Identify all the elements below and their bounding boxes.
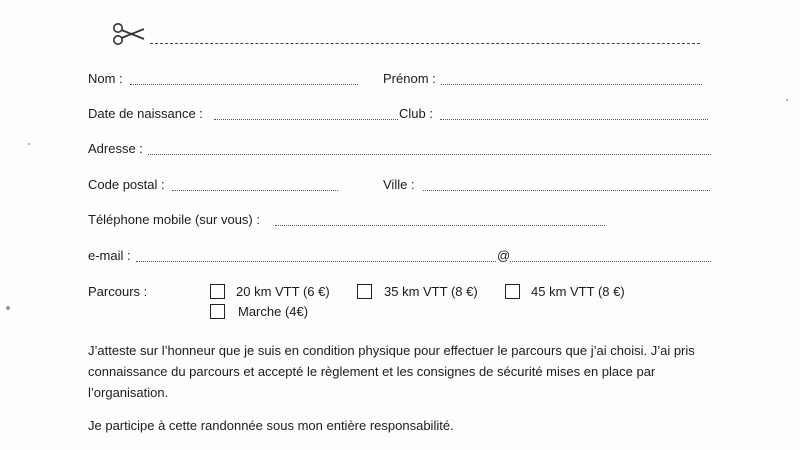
email-at-sign: @ <box>497 248 511 263</box>
adresse-field[interactable] <box>148 154 711 155</box>
adresse-label: Adresse : <box>88 141 143 156</box>
checkbox-45km-vtt[interactable] <box>505 284 520 299</box>
option-35km-vtt-label: 35 km VTT (8 €) <box>384 284 478 299</box>
parcours-label: Parcours : <box>88 284 148 299</box>
option-marche-label: Marche (4€) <box>238 304 309 319</box>
nom-field[interactable] <box>130 84 358 85</box>
code-postal-label: Code postal : <box>88 177 165 192</box>
option-45km-vtt-label: 45 km VTT (8 €) <box>531 284 625 299</box>
scissors-icon <box>112 22 146 46</box>
attestation-text: J’atteste sur l’honneur que je suis en condition physique pour effectuer le parcours que j’ai choisi. J’ai pris connaissance du parcours et accepté le règlement et les consignes de sécurité mises en place par l’organisation. <box>88 343 695 400</box>
club-label: Club : <box>399 106 433 121</box>
email-user-field[interactable] <box>136 261 496 262</box>
scan-speck <box>6 306 10 310</box>
telephone-label: Téléphone mobile (sur vous) : <box>88 212 260 227</box>
naissance-label: Date de naissance : <box>88 106 203 121</box>
prenom-label: Prénom : <box>383 71 436 86</box>
email-label: e-mail : <box>88 248 131 263</box>
code-postal-field[interactable] <box>172 190 338 191</box>
scan-speck <box>28 143 30 145</box>
checkbox-marche[interactable] <box>210 304 225 319</box>
scan-speck <box>786 99 788 101</box>
telephone-field[interactable] <box>275 225 605 226</box>
ville-label: Ville : <box>383 177 415 192</box>
ville-field[interactable] <box>423 190 710 191</box>
email-domain-field[interactable] <box>510 261 711 262</box>
responsabilite-text: Je participe à cette randonnée sous mon entière responsabilité. <box>88 418 454 433</box>
nom-label: Nom : <box>88 71 123 86</box>
naissance-field[interactable] <box>214 119 398 120</box>
checkbox-35km-vtt[interactable] <box>357 284 372 299</box>
option-20km-vtt-label: 20 km VTT (6 €) <box>236 284 330 299</box>
cut-line <box>150 43 700 44</box>
club-field[interactable] <box>440 119 708 120</box>
checkbox-20km-vtt[interactable] <box>210 284 225 299</box>
prenom-field[interactable] <box>441 84 702 85</box>
